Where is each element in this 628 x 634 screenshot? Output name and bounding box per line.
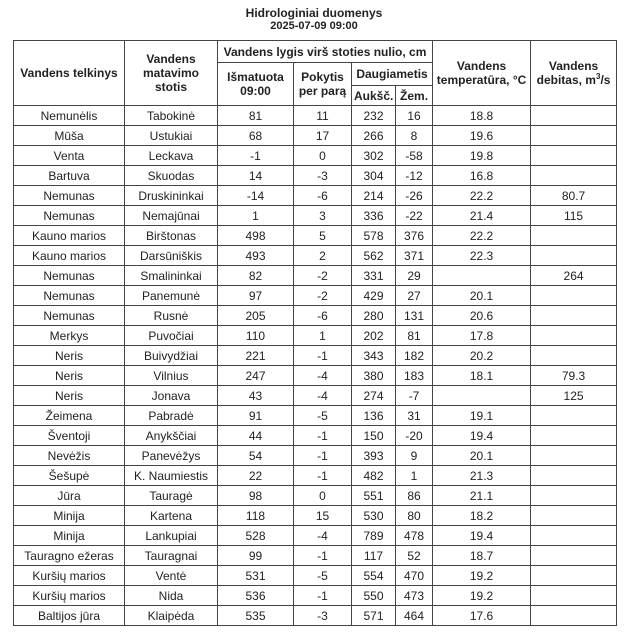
cell-measured: 110: [218, 326, 294, 346]
cell-discharge: [531, 546, 617, 566]
cell-discharge: [531, 446, 617, 466]
cell-longterm-low: 371: [396, 246, 433, 266]
cell-longterm-high: 266: [352, 126, 396, 146]
table-row: [14, 286, 617, 306]
cell-measured: 22: [218, 466, 294, 486]
cell-temperature: 19.1: [433, 406, 531, 426]
cell-change: -1: [294, 346, 352, 366]
table-row: [14, 146, 617, 166]
cell-longterm-high: 530: [352, 506, 396, 526]
cell-station: Ventė: [125, 566, 218, 586]
cell-water-body: Žeimena: [14, 406, 125, 426]
cell-measured: 98: [218, 486, 294, 506]
cell-longterm-high: 789: [352, 526, 396, 546]
cell-change: 0: [294, 146, 352, 166]
cell-temperature: 21.4: [433, 206, 531, 226]
cell-measured: 44: [218, 426, 294, 446]
cell-measured: 54: [218, 446, 294, 466]
cell-discharge: [531, 526, 617, 546]
cell-station: Ustukiai: [125, 126, 218, 146]
cell-temperature: 18.1: [433, 366, 531, 386]
cell-station: Buivydžiai: [125, 346, 218, 366]
cell-temperature: 20.2: [433, 346, 531, 366]
cell-temperature: 19.4: [433, 526, 531, 546]
table-body: [14, 106, 617, 626]
cell-longterm-high: 562: [352, 246, 396, 266]
cell-discharge: 125: [531, 386, 617, 406]
cell-measured: -1: [218, 146, 294, 166]
cell-longterm-low: 478: [396, 526, 433, 546]
cell-water-body: Kuršių marios: [14, 586, 125, 606]
cell-discharge: [531, 106, 617, 126]
cell-change: -1: [294, 546, 352, 566]
table-row: [14, 326, 617, 346]
cell-longterm-high: 302: [352, 146, 396, 166]
cell-water-body: Kauno marios: [14, 226, 125, 246]
cell-longterm-high: 304: [352, 166, 396, 186]
cell-temperature: 16.8: [433, 166, 531, 186]
cell-change: -1: [294, 586, 352, 606]
cell-longterm-low: 86: [396, 486, 433, 506]
cell-water-body: Jūra: [14, 486, 125, 506]
table-row: [14, 266, 617, 286]
cell-temperature: [433, 266, 531, 286]
col-header-station: Vandens matavimo stotis: [125, 41, 218, 106]
cell-change: -3: [294, 166, 352, 186]
cell-longterm-high: 571: [352, 606, 396, 626]
cell-temperature: 17.8: [433, 326, 531, 346]
cell-discharge: [531, 286, 617, 306]
table-row: [14, 486, 617, 506]
cell-longterm-high: 280: [352, 306, 396, 326]
cell-discharge: [531, 506, 617, 526]
cell-discharge: 79.3: [531, 366, 617, 386]
cell-longterm-low: -58: [396, 146, 433, 166]
cell-water-body: Šventoji: [14, 426, 125, 446]
cell-longterm-high: 551: [352, 486, 396, 506]
col-header-temperature: Vandens temperatūra, °C: [433, 41, 531, 106]
cell-longterm-low: 182: [396, 346, 433, 366]
cell-discharge: [531, 246, 617, 266]
col-header-water-body: Vandens telkinys: [14, 41, 125, 106]
cell-temperature: 18.7: [433, 546, 531, 566]
cell-longterm-low: 470: [396, 566, 433, 586]
cell-longterm-high: 274: [352, 386, 396, 406]
cell-longterm-low: 16: [396, 106, 433, 126]
cell-change: 3: [294, 206, 352, 226]
cell-measured: 97: [218, 286, 294, 306]
cell-discharge: 80.7: [531, 186, 617, 206]
table-row: [14, 306, 617, 326]
cell-change: -1: [294, 466, 352, 486]
cell-temperature: 17.6: [433, 606, 531, 626]
cell-temperature: 19.6: [433, 126, 531, 146]
cell-longterm-high: 554: [352, 566, 396, 586]
cell-change: -5: [294, 406, 352, 426]
cell-discharge: [531, 306, 617, 326]
cell-longterm-low: 31: [396, 406, 433, 426]
cell-temperature: 22.2: [433, 226, 531, 246]
cell-water-body: Nemunas: [14, 286, 125, 306]
cell-discharge: [531, 606, 617, 626]
cell-measured: 498: [218, 226, 294, 246]
cell-measured: 68: [218, 126, 294, 146]
cell-discharge: [531, 346, 617, 366]
table-row: [14, 226, 617, 246]
cell-discharge: [531, 466, 617, 486]
cell-water-body: Neris: [14, 346, 125, 366]
page-datetime: 2025-07-09 09:00: [270, 20, 358, 32]
table-row: [14, 106, 617, 126]
cell-measured: 531: [218, 566, 294, 586]
page-title: Hidrologiniai duomenys: [245, 6, 383, 20]
cell-longterm-low: 9: [396, 446, 433, 466]
cell-station: Smalininkai: [125, 266, 218, 286]
cell-longterm-high: 343: [352, 346, 396, 366]
cell-station: Klaipėda: [125, 606, 218, 626]
cell-water-body: Kauno marios: [14, 246, 125, 266]
cell-change: 17: [294, 126, 352, 146]
cell-longterm-high: 578: [352, 226, 396, 246]
table-row: [14, 546, 617, 566]
cell-discharge: [531, 566, 617, 586]
table-row: [14, 246, 617, 266]
table-row: [14, 466, 617, 486]
cell-change: 2: [294, 246, 352, 266]
cell-longterm-high: 331: [352, 266, 396, 286]
cell-discharge: [531, 426, 617, 446]
cell-longterm-low: 376: [396, 226, 433, 246]
cell-longterm-high: 550: [352, 586, 396, 606]
cell-temperature: 19.8: [433, 146, 531, 166]
cell-water-body: Nevėžis: [14, 446, 125, 466]
cell-discharge: [531, 126, 617, 146]
table-row: [14, 166, 617, 186]
cell-temperature: 19.4: [433, 426, 531, 446]
col-header-high: Aukšč.: [352, 86, 396, 106]
cell-measured: 14: [218, 166, 294, 186]
cell-station: Puvočiai: [125, 326, 218, 346]
cell-water-body: Venta: [14, 146, 125, 166]
cell-temperature: 20.1: [433, 446, 531, 466]
cell-station: Vilnius: [125, 366, 218, 386]
table-row: [14, 586, 617, 606]
cell-measured: 493: [218, 246, 294, 266]
cell-change: -1: [294, 446, 352, 466]
cell-change: 11: [294, 106, 352, 126]
table-row: [14, 606, 617, 626]
cell-longterm-low: 52: [396, 546, 433, 566]
cell-longterm-low: 29: [396, 266, 433, 286]
cell-longterm-low: 81: [396, 326, 433, 346]
cell-temperature: 19.2: [433, 566, 531, 586]
cell-longterm-low: 183: [396, 366, 433, 386]
table-row: [14, 126, 617, 146]
cell-longterm-high: 232: [352, 106, 396, 126]
cell-water-body: Neris: [14, 386, 125, 406]
cell-change: -6: [294, 306, 352, 326]
cell-station: Leckava: [125, 146, 218, 166]
cell-discharge: [531, 146, 617, 166]
cell-water-body: Nemunėlis: [14, 106, 125, 126]
cell-water-body: Baltijos jūra: [14, 606, 125, 626]
cell-change: -4: [294, 366, 352, 386]
table-row: [14, 206, 617, 226]
cell-temperature: 18.8: [433, 106, 531, 126]
cell-station: Pabradė: [125, 406, 218, 426]
cell-measured: 81: [218, 106, 294, 126]
cell-measured: 118: [218, 506, 294, 526]
cell-longterm-low: -26: [396, 186, 433, 206]
cell-discharge: 264: [531, 266, 617, 286]
cell-measured: 221: [218, 346, 294, 366]
cell-water-body: Nemunas: [14, 266, 125, 286]
cell-longterm-low: 1: [396, 466, 433, 486]
cell-longterm-high: 150: [352, 426, 396, 446]
cell-station: Lankupiai: [125, 526, 218, 546]
cell-longterm-high: 117: [352, 546, 396, 566]
cell-station: Tauragnai: [125, 546, 218, 566]
table-row: [14, 186, 617, 206]
cell-measured: 43: [218, 386, 294, 406]
discharge-label-suffix: /s: [600, 73, 611, 87]
table-row: [14, 426, 617, 446]
cell-water-body: Mūša: [14, 126, 125, 146]
cell-longterm-low: 27: [396, 286, 433, 306]
cell-water-body: Kuršių marios: [14, 566, 125, 586]
cell-temperature: 20.6: [433, 306, 531, 326]
cell-change: -6: [294, 186, 352, 206]
cell-longterm-low: 464: [396, 606, 433, 626]
cell-discharge: [531, 486, 617, 506]
cell-longterm-low: -20: [396, 426, 433, 446]
cell-station: Birštonas: [125, 226, 218, 246]
cell-change: 15: [294, 506, 352, 526]
col-header-longterm: Daugiametis: [352, 63, 433, 86]
cell-water-body: Merkys: [14, 326, 125, 346]
cell-water-body: Šešupė: [14, 466, 125, 486]
cell-station: Druskininkai: [125, 186, 218, 206]
cell-measured: 99: [218, 546, 294, 566]
cell-longterm-low: 131: [396, 306, 433, 326]
cell-station: Panemunė: [125, 286, 218, 306]
col-header-discharge: [531, 41, 617, 106]
cell-station: Tauragė: [125, 486, 218, 506]
cell-station: Rusnė: [125, 306, 218, 326]
cell-station: Skuodas: [125, 166, 218, 186]
cell-station: Nemajūnai: [125, 206, 218, 226]
cell-water-body: Tauragno ežeras: [14, 546, 125, 566]
cell-water-body: Neris: [14, 366, 125, 386]
discharge-label-prefix: Vandens debitas, m: [536, 59, 599, 87]
cell-water-body: Nemunas: [14, 206, 125, 226]
cell-temperature: [433, 386, 531, 406]
cell-station: Darsūniškis: [125, 246, 218, 266]
header-row: [14, 41, 617, 63]
col-header-low: Žem.: [396, 86, 433, 106]
table-row: [14, 346, 617, 366]
discharge-label-superscript: 3: [595, 72, 601, 81]
cell-longterm-high: 393: [352, 446, 396, 466]
cell-station: K. Naumiestis: [125, 466, 218, 486]
cell-discharge: [531, 166, 617, 186]
cell-change: 5: [294, 226, 352, 246]
cell-station: Panevėžys: [125, 446, 218, 466]
cell-measured: 205: [218, 306, 294, 326]
cell-change: -4: [294, 526, 352, 546]
cell-temperature: 18.2: [433, 506, 531, 526]
cell-change: -4: [294, 386, 352, 406]
cell-longterm-high: 214: [352, 186, 396, 206]
cell-measured: 536: [218, 586, 294, 606]
cell-temperature: 21.1: [433, 486, 531, 506]
cell-change: 0: [294, 486, 352, 506]
cell-measured: 1: [218, 206, 294, 226]
cell-temperature: 22.3: [433, 246, 531, 266]
cell-longterm-low: -7: [396, 386, 433, 406]
cell-longterm-low: -22: [396, 206, 433, 226]
cell-temperature: 20.1: [433, 286, 531, 306]
table-row: [14, 446, 617, 466]
cell-measured: 91: [218, 406, 294, 426]
cell-water-body: Bartuva: [14, 166, 125, 186]
cell-station: Anykščiai: [125, 426, 218, 446]
cell-longterm-low: 473: [396, 586, 433, 606]
col-header-measured: Išmatuota 09:00: [218, 63, 294, 106]
cell-water-body: Nemunas: [14, 306, 125, 326]
page-header: [0, 0, 628, 30]
cell-longterm-low: -12: [396, 166, 433, 186]
cell-discharge: [531, 406, 617, 426]
cell-measured: 247: [218, 366, 294, 386]
cell-temperature: 22.2: [433, 186, 531, 206]
cell-change: -3: [294, 606, 352, 626]
cell-temperature: 19.2: [433, 586, 531, 606]
cell-measured: 528: [218, 526, 294, 546]
cell-water-body: Minija: [14, 526, 125, 546]
cell-longterm-high: 380: [352, 366, 396, 386]
table-row: [14, 526, 617, 546]
cell-change: 1: [294, 326, 352, 346]
cell-discharge: [531, 226, 617, 246]
cell-longterm-high: 136: [352, 406, 396, 426]
table-row: [14, 406, 617, 426]
table-row: [14, 366, 617, 386]
cell-station: Tabokinė: [125, 106, 218, 126]
cell-station: Nida: [125, 586, 218, 606]
cell-water-body: Nemunas: [14, 186, 125, 206]
cell-water-body: Minija: [14, 506, 125, 526]
cell-discharge: 115: [531, 206, 617, 226]
col-header-change: Pokytis per parą: [294, 63, 352, 106]
cell-measured: 535: [218, 606, 294, 626]
cell-longterm-high: 336: [352, 206, 396, 226]
col-header-water-level: Vandens lygis virš stoties nulio, cm: [218, 41, 433, 63]
cell-station: Jonava: [125, 386, 218, 406]
cell-longterm-high: 482: [352, 466, 396, 486]
cell-change: -1: [294, 426, 352, 446]
cell-longterm-high: 202: [352, 326, 396, 346]
cell-longterm-low: 80: [396, 506, 433, 526]
table-row: [14, 566, 617, 586]
cell-discharge: [531, 326, 617, 346]
cell-measured: 82: [218, 266, 294, 286]
cell-temperature: 21.3: [433, 466, 531, 486]
table-row: [14, 506, 617, 526]
cell-measured: -14: [218, 186, 294, 206]
cell-longterm-low: 8: [396, 126, 433, 146]
cell-change: -2: [294, 286, 352, 306]
cell-longterm-high: 429: [352, 286, 396, 306]
cell-change: -5: [294, 566, 352, 586]
table-row: [14, 386, 617, 406]
cell-station: Kartena: [125, 506, 218, 526]
hydrology-table: [13, 40, 617, 626]
cell-change: -2: [294, 266, 352, 286]
cell-discharge: [531, 586, 617, 606]
